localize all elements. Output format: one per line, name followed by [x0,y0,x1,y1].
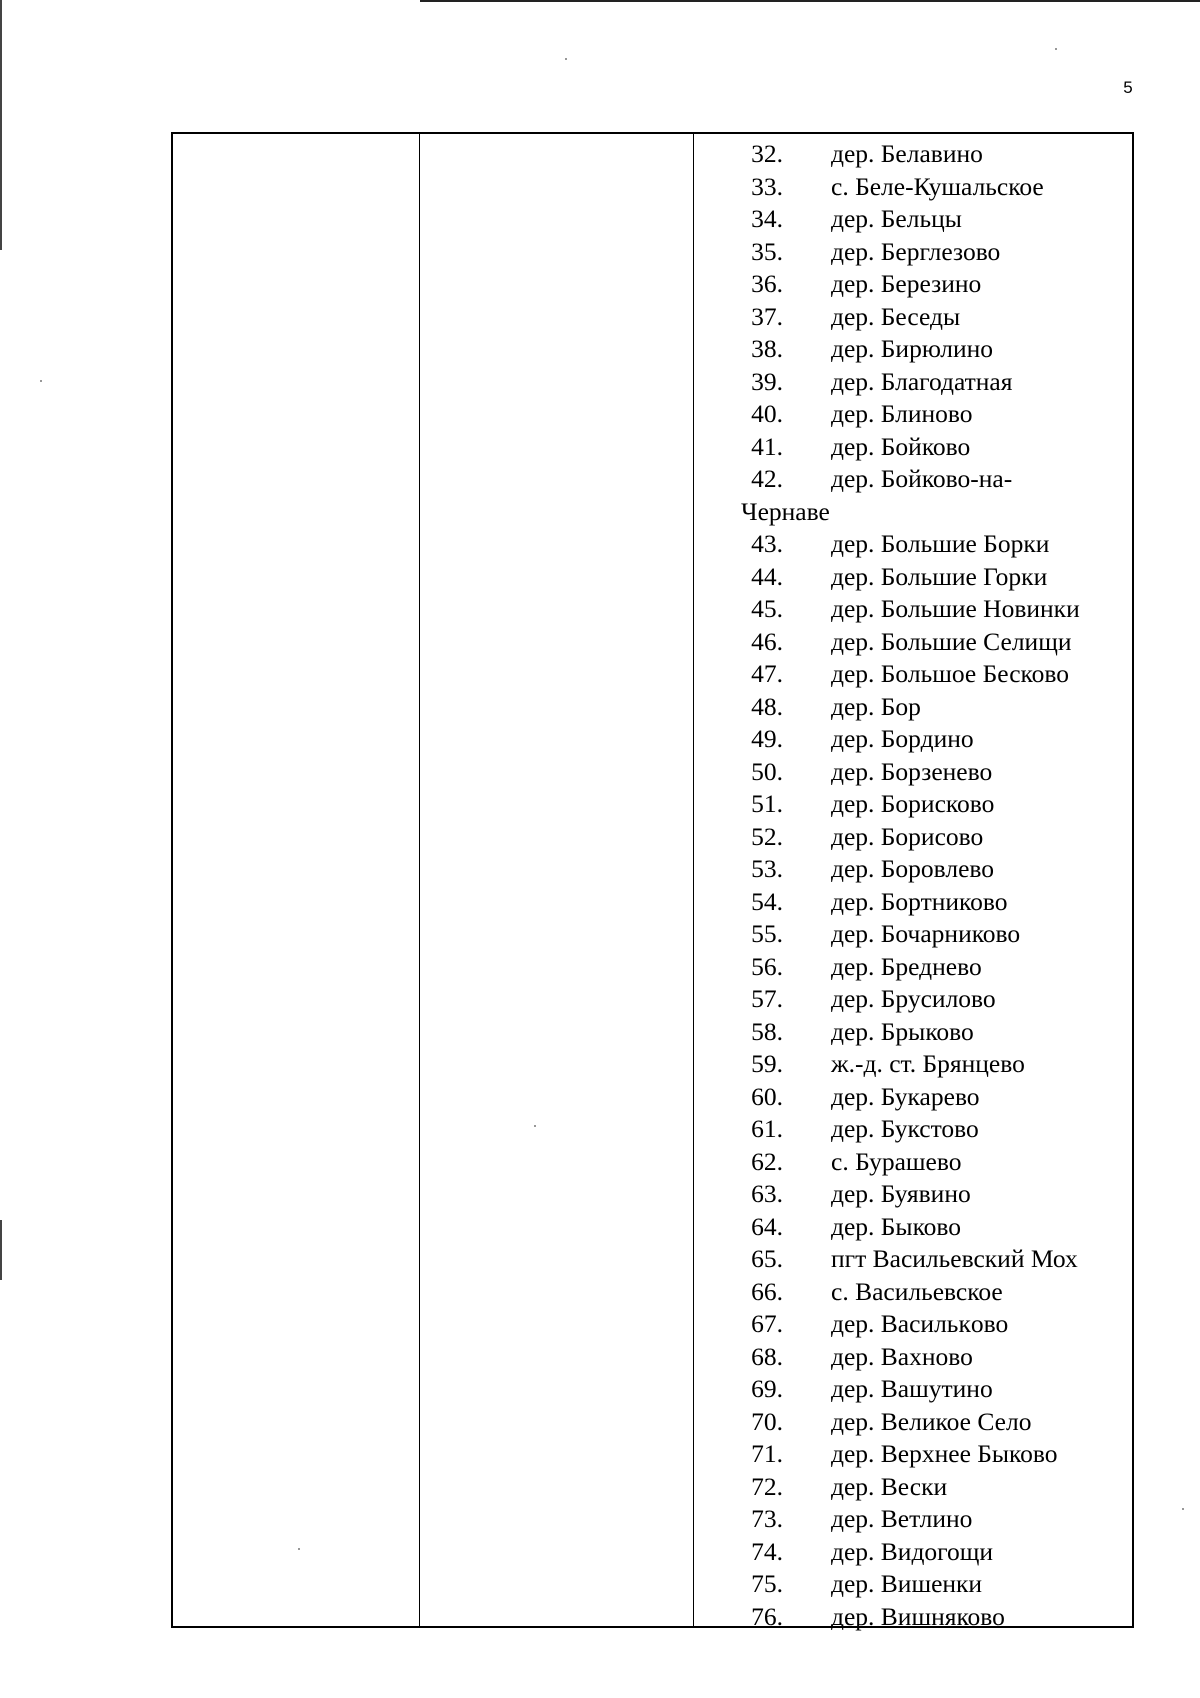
list-item [693,1308,1130,1341]
settlement-name: дер. Букстово [831,1114,979,1143]
item-number: 68. [751,1341,783,1371]
list-item [693,886,1130,919]
list-item [693,788,1130,821]
list-item [693,1438,1130,1471]
list-item [693,1081,1130,1114]
item-number: 36. [751,269,783,298]
settlement-name: дер. Большое Бесково [831,659,1069,688]
scan-edge-left [0,0,2,250]
item-number: 40. [751,399,783,428]
scan-speck [1182,1508,1184,1510]
item-number: 37. [751,301,783,331]
list-item [693,658,1130,691]
settlement-list [693,138,1130,1633]
list-item [693,1568,1130,1601]
settlement-name: дер. Бочарниково [831,919,1021,948]
settlement-name: дер. Бойково-на- [831,464,1013,493]
list-item [693,853,1130,886]
item-number: 59. [751,1049,783,1078]
list-item [693,1503,1130,1536]
list-item [693,983,1130,1016]
list-item [693,1016,1130,1049]
item-number: 43. [751,529,783,558]
settlements-table [171,132,1134,1631]
list-item [693,561,1130,594]
list-item [693,951,1130,984]
settlement-name: дер. Большие Горки [831,561,1048,591]
item-number: 33. [751,171,783,201]
settlement-name: дер. Большие Борки [831,529,1050,558]
item-number: 53. [751,854,783,883]
settlement-name: дер. Большие Селищи [831,626,1072,656]
list-item [693,268,1130,301]
list-item [693,1536,1130,1569]
list-item [693,1471,1130,1504]
item-number: 46. [751,626,783,656]
settlement-name: дер. Борзенево [831,756,993,786]
scan-edge-left-lower [0,1220,2,1280]
settlement-name: дер. Букарево [831,1081,980,1111]
settlement-name: дер. Бирюлино [831,334,994,363]
list-item [693,918,1130,951]
list-item [693,398,1130,431]
list-item [693,301,1130,334]
list-item [693,593,1130,626]
settlement-name: дер. Блиново [831,399,973,428]
list-item [693,756,1130,789]
item-number: 38. [751,334,783,363]
settlement-name: дер. Брусилово [831,984,996,1013]
list-item [693,138,1130,171]
settlement-name: дер. Бортниково [831,886,1008,916]
settlement-name: дер. Бойково [831,431,971,461]
list-item [693,463,1130,528]
list-item [693,171,1130,204]
settlement-name: с. Беле-Кушальское [831,171,1044,201]
settlement-name: дер. Белавино [831,139,983,168]
item-number: 47. [751,659,783,688]
settlement-name: дер. Благодатная [831,366,1013,396]
settlement-name: с. Васильевское [831,1276,1003,1306]
item-number: 76. [751,1601,783,1631]
settlement-name: дер. Верхнее Быково [831,1439,1058,1468]
settlement-name: дер. Вишняково [831,1601,1005,1631]
list-item [693,723,1130,756]
settlement-name: дер. Быково [831,1211,962,1241]
list-item [693,1601,1130,1634]
item-number: 34. [751,204,783,233]
item-number: 45. [751,594,783,623]
list-item [693,431,1130,464]
scan-edge-top [420,0,1200,2]
settlement-name: дер. Вахново [831,1341,973,1371]
scan-speck [1055,48,1057,50]
item-number: 60. [751,1081,783,1111]
page-number: 5 [1123,78,1133,97]
item-number: 73. [751,1504,783,1533]
settlement-name: дер. Брыково [831,1016,974,1046]
item-number: 35. [751,236,783,266]
item-number: 57. [751,984,783,1013]
item-number: 72. [751,1471,783,1501]
settlement-name: дер. Великое Село [831,1406,1032,1436]
list-item [693,1048,1130,1081]
list-item [693,1146,1130,1179]
item-number: 50. [751,756,783,786]
list-item [693,1406,1130,1439]
item-number: 49. [751,724,783,753]
list-item [693,1341,1130,1374]
list-item [693,236,1130,269]
list-item [693,1113,1130,1146]
item-number: 65. [751,1244,783,1273]
item-number: 70. [751,1406,783,1436]
item-number: 48. [751,691,783,721]
settlement-name: дер. Бор [831,691,921,721]
list-item [693,626,1130,659]
item-number: 32. [751,139,783,168]
settlement-name: дер. Бреднево [831,951,982,981]
column-divider-1 [419,134,420,1626]
settlement-name: дер. Вески [831,1471,948,1501]
settlement-name: дер. Буявино [831,1179,971,1208]
item-number: 74. [751,1536,783,1566]
settlement-name: дер. Ветлино [831,1504,973,1533]
settlement-name: дер. Бельцы [831,204,962,233]
item-number: 42. [751,464,783,493]
list-item [693,333,1130,366]
scan-speck [40,380,42,382]
item-number: 44. [751,561,783,591]
list-item [693,203,1130,236]
settlement-name: дер. Борисково [831,789,995,818]
settlement-name: дер. Беседы [831,301,961,331]
settlement-name: пгт Васильевский Мох [831,1244,1078,1273]
item-number: 55. [751,919,783,948]
settlement-name: дер. Борисово [831,821,984,851]
item-number: 58. [751,1016,783,1046]
item-number: 67. [751,1309,783,1338]
item-number: 54. [751,886,783,916]
item-number: 39. [751,366,783,396]
list-item [693,1243,1130,1276]
item-number: 71. [751,1439,783,1468]
list-item [693,1373,1130,1406]
item-number: 61. [751,1114,783,1143]
item-number: 52. [751,821,783,851]
scan-speck [565,58,567,60]
settlement-name: дер. Вишенки [831,1569,983,1598]
settlement-name: ж.-д. ст. Брянцево [831,1049,1025,1078]
item-number: 69. [751,1374,783,1403]
item-number: 56. [751,951,783,981]
list-item [693,691,1130,724]
settlement-name-continuation: Чернаве [741,496,830,526]
settlement-name: дер. Вашутино [831,1374,993,1403]
settlement-name: дер. Василькoво [831,1309,1009,1338]
item-number: 64. [751,1211,783,1241]
item-number: 51. [751,789,783,818]
list-item [693,1211,1130,1244]
item-number: 63. [751,1179,783,1208]
list-item [693,528,1130,561]
item-number: 41. [751,431,783,461]
item-number: 66. [751,1276,783,1306]
list-item [693,821,1130,854]
item-number: 62. [751,1146,783,1176]
settlement-name: дер. Березино [831,269,982,298]
list-item [693,366,1130,399]
settlement-name: дер. Берглезово [831,236,1001,266]
settlement-name: дер. Большие Новинки [831,594,1080,623]
item-number: 75. [751,1569,783,1598]
settlement-name: дер. Бордино [831,724,974,753]
settlement-name: дер. Видогощи [831,1536,994,1566]
list-item [693,1178,1130,1211]
settlement-name: с. Бурашево [831,1146,962,1176]
settlement-name: дер. Боровлево [831,854,995,883]
list-item [693,1276,1130,1309]
